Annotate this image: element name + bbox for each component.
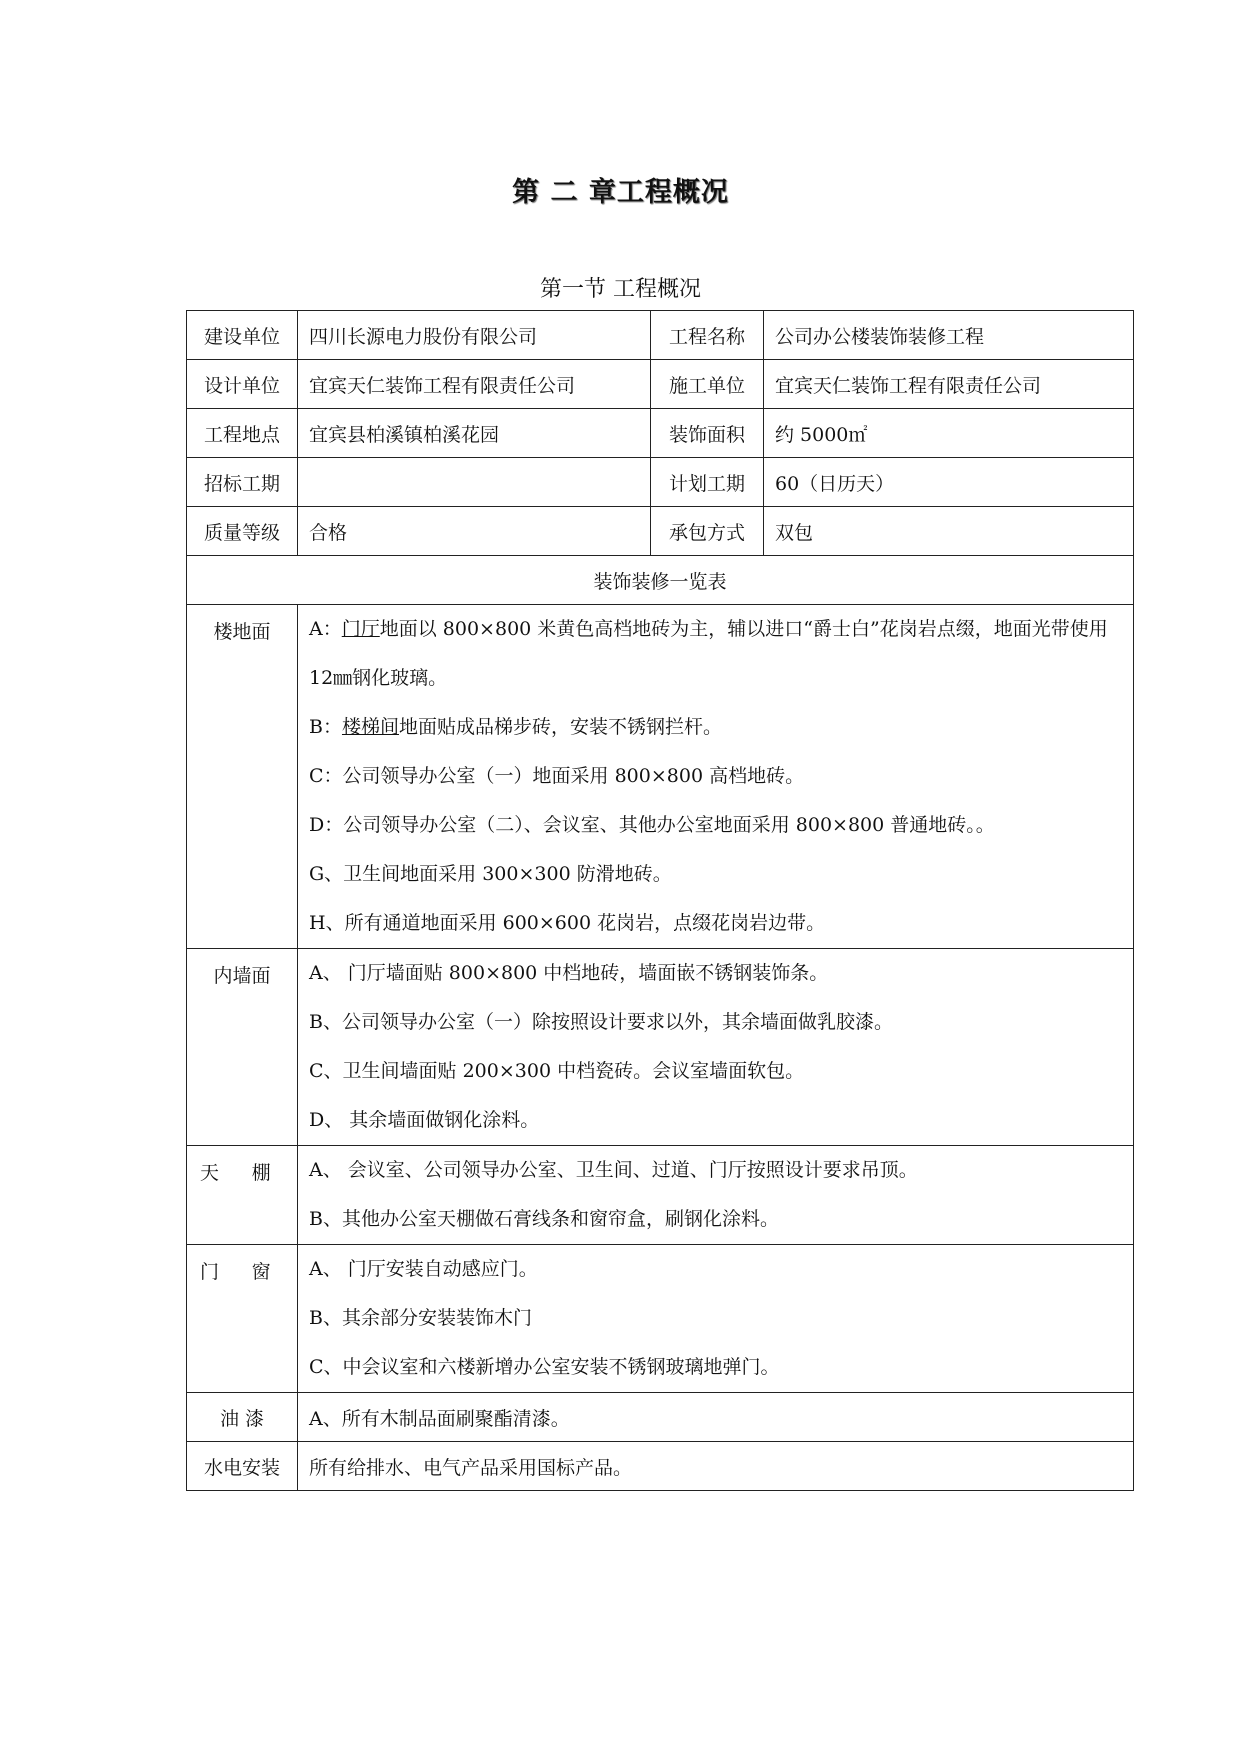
item-text: 地面贴成品梯步砖，安装不锈钢拦杆。 xyxy=(398,716,722,738)
table-row xyxy=(187,1245,1134,1393)
item-text: 地面以 800×800 米黄色高档地砖为主，辅以进口“爵士白”花岗岩点缀，地面光带使用 12㎜钢化玻璃。 xyxy=(309,618,1108,689)
table-row xyxy=(187,507,1134,556)
value-location: 宜宾县柏溪镇柏溪花园 xyxy=(298,409,651,458)
table-row xyxy=(187,556,1134,605)
label-location: 工程地点 xyxy=(187,409,298,458)
value-contract-mode: 双包 xyxy=(764,507,1134,556)
category-ceiling: 天 棚 xyxy=(187,1146,298,1245)
utility-item: 所有给排水、电气产品采用国标产品。 xyxy=(298,1442,1134,1491)
item-prefix: B： xyxy=(309,716,342,738)
value-area: 约 5000㎡ xyxy=(764,409,1134,458)
list-item: A、 门厅墙面贴 800×800 中档地砖，墙面嵌不锈钢装饰条。 xyxy=(309,962,829,984)
value-bid-period xyxy=(298,458,651,507)
category-doors: 门 窗 xyxy=(187,1245,298,1393)
label-project-name: 工程名称 xyxy=(651,311,764,360)
list-item: D：公司领导办公室（二）、会议室、其他办公室地面采用 800×800 普通地砖。。 xyxy=(309,814,995,836)
label-construction-unit: 建设单位 xyxy=(187,311,298,360)
list-item: C、中会议室和六楼新增办公室安装不锈钢玻璃地弹门。 xyxy=(309,1356,780,1378)
list-item xyxy=(309,703,1122,752)
label-quality: 质量等级 xyxy=(187,507,298,556)
list-item: B、其余部分安装装饰木门 xyxy=(309,1307,532,1329)
summary-title: 装饰装修一览表 xyxy=(187,556,1134,605)
list-item: D、 其余墙面做钢化涂料。 xyxy=(309,1109,540,1131)
list-item: B、其他办公室天棚做石膏线条和窗帘盒，刷钢化涂料。 xyxy=(309,1208,779,1230)
list-item: B、公司领导办公室（一）除按照设计要求以外，其余墙面做乳胶漆。 xyxy=(309,1011,893,1033)
section-title: 第一节 工程概况 xyxy=(540,277,701,302)
label-bid-period: 招标工期 xyxy=(187,458,298,507)
list-item xyxy=(309,605,1122,703)
table-row xyxy=(187,1442,1134,1491)
list-item: H、所有通道地面采用 600×600 花岗岩，点缀花岗岩边带。 xyxy=(309,912,826,934)
table-row xyxy=(187,949,1134,1146)
table-row xyxy=(187,360,1134,409)
chapter-title: 第 二 章工程概况 xyxy=(512,177,729,208)
table-row xyxy=(187,1146,1134,1245)
label-contract-mode: 承包方式 xyxy=(651,507,764,556)
table-row xyxy=(187,605,1134,949)
label-planned-period: 计划工期 xyxy=(651,458,764,507)
value-contractor: 宜宾天仁装饰工程有限责任公司 xyxy=(764,360,1134,409)
doors-items xyxy=(298,1245,1134,1393)
category-paint: 油 漆 xyxy=(187,1393,298,1442)
list-item: C：公司领导办公室（一）地面采用 800×800 高档地砖。 xyxy=(309,765,805,787)
table-row xyxy=(187,409,1134,458)
table-row xyxy=(187,1393,1134,1442)
list-item: A、 会议室、公司领导办公室、卫生间、过道、门厅按照设计要求吊顶。 xyxy=(309,1159,918,1181)
table-row xyxy=(187,311,1134,360)
item-underlined: 楼梯间 xyxy=(341,716,399,738)
item-underlined: 门厅 xyxy=(341,618,380,640)
list-item: G、卫生间地面采用 300×300 防滑地砖。 xyxy=(309,863,672,885)
wall-items xyxy=(298,949,1134,1146)
value-construction-unit: 四川长源电力股份有限公司 xyxy=(298,311,651,360)
floor-items xyxy=(298,605,1134,949)
table-row xyxy=(187,458,1134,507)
value-quality: 合格 xyxy=(298,507,651,556)
label-area: 装饰面积 xyxy=(651,409,764,458)
value-planned-period: 60（日历天） xyxy=(764,458,1134,507)
label-design-unit: 设计单位 xyxy=(187,360,298,409)
ceiling-items xyxy=(298,1146,1134,1245)
category-floor: 楼地面 xyxy=(187,605,298,949)
list-item: C、卫生间墙面贴 200×300 中档瓷砖。会议室墙面软包。 xyxy=(309,1060,805,1082)
value-design-unit: 宜宾天仁装饰工程有限责任公司 xyxy=(298,360,651,409)
category-wall: 内墙面 xyxy=(187,949,298,1146)
label-contractor: 施工单位 xyxy=(651,360,764,409)
paint-item: A、所有木制品面刷聚酯清漆。 xyxy=(298,1393,1134,1442)
value-project-name: 公司办公楼装饰装修工程 xyxy=(764,311,1134,360)
list-item: A、 门厅安装自动感应门。 xyxy=(309,1258,538,1280)
item-prefix: A： xyxy=(309,618,342,640)
category-utility: 水电安装 xyxy=(187,1442,298,1491)
project-overview-table xyxy=(186,310,1134,1491)
